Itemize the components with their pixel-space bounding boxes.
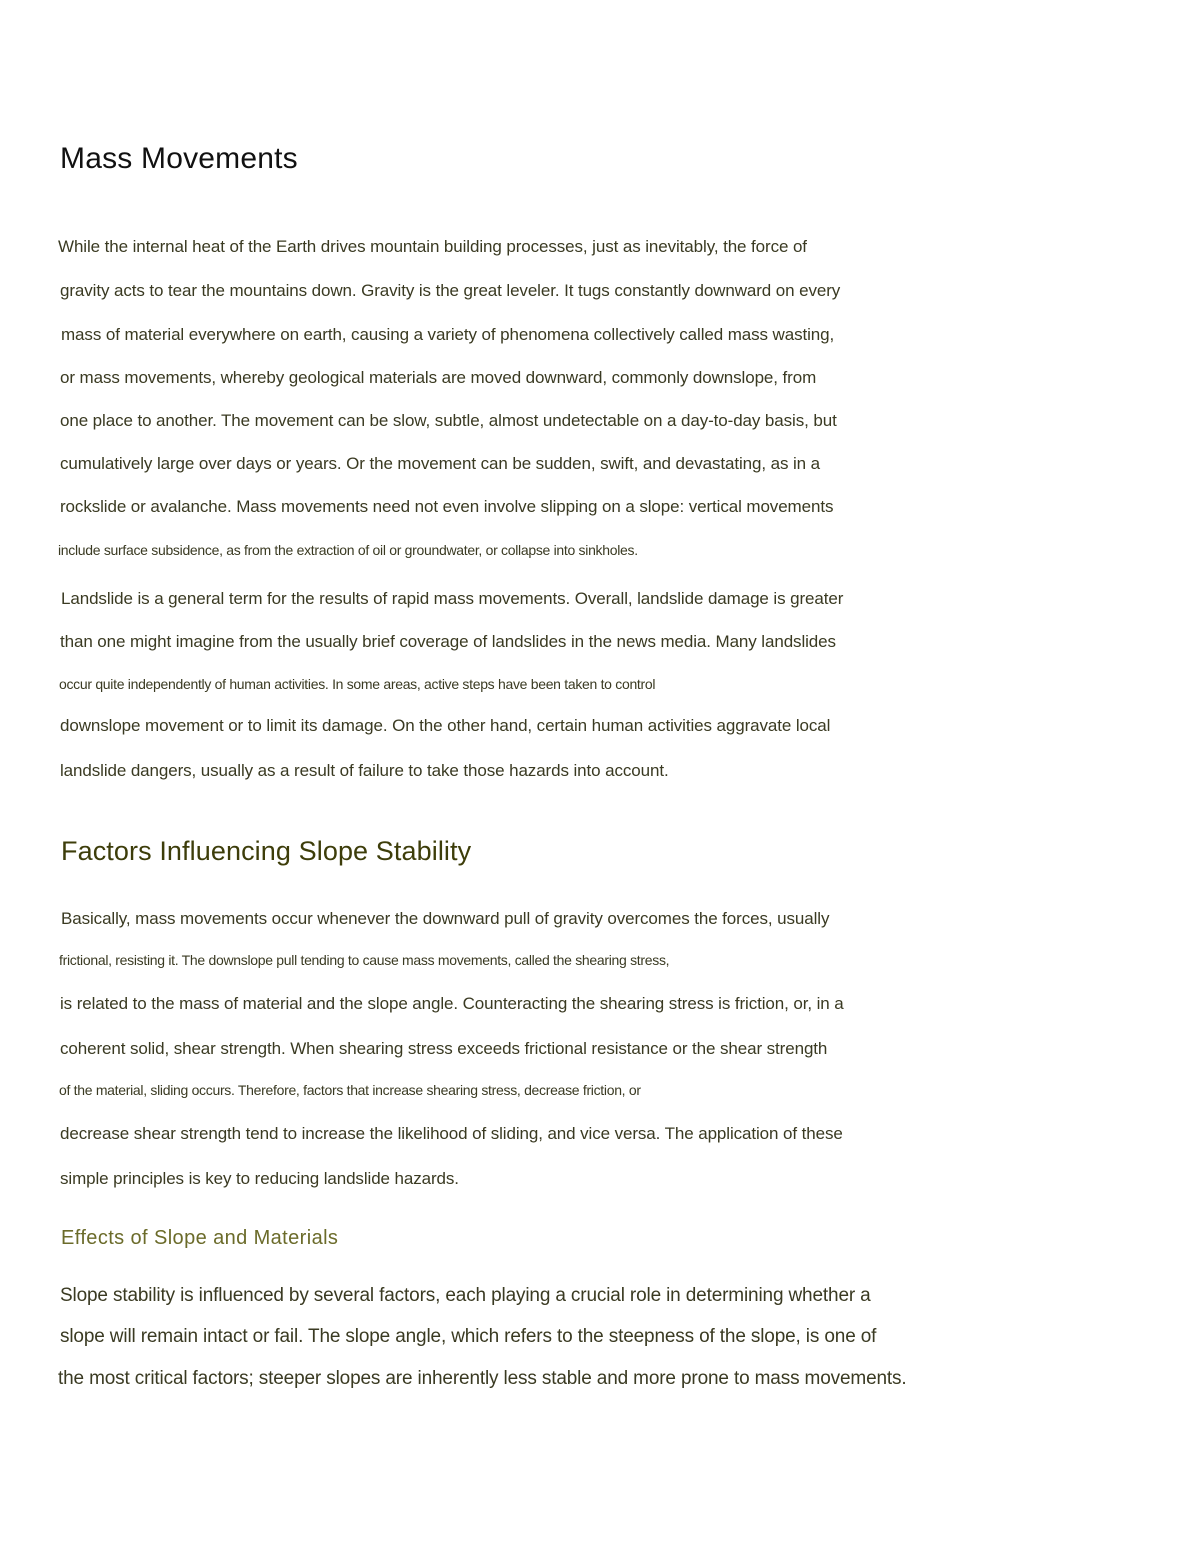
paragraph-line: mass of material everywhere on earth, causing a variety of phenomena collectively called mass wasting, [61,325,835,344]
paragraph-line: Landslide is a general term for the results of rapid mass movements. Overall, landslide damage is greater [61,589,844,608]
paragraph-line: of the material, sliding occurs. Therefore, factors that increase shearing stress, decrease friction, or [59,1082,641,1098]
paragraph-line: include surface subsidence, as from the extraction of oil or groundwater, or collapse into sinkholes. [58,542,638,558]
section-heading: Factors Influencing Slope Stability [61,836,472,866]
paragraph-line: While the internal heat of the Earth drives mountain building processes, just as inevitably, the force of [58,237,807,256]
paragraph-line: Slope stability is influenced by several factors, each playing a crucial role in determining whether a [60,1285,871,1306]
paragraph-line: landslide dangers, usually as a result of failure to take those hazards into account. [60,761,669,780]
paragraph-line: frictional, resisting it. The downslope pull tending to cause mass movements, called the shearing stress, [59,952,670,968]
paragraph-line: than one might imagine from the usually brief coverage of landslides in the news media. Many landslides [60,632,836,651]
paragraph-line: one place to another. The movement can be slow, subtle, almost undetectable on a day-to-day basis, but [60,411,837,430]
page-title: Mass Movements [60,142,298,175]
paragraph-line: is related to the mass of material and the slope angle. Counteracting the shearing stress is friction, or, in a [60,994,844,1013]
paragraph-line: the most critical factors; steeper slopes are inherently less stable and more prone to mass movements. [58,1368,907,1389]
paragraph-line: decrease shear strength tend to increase the likelihood of sliding, and vice versa. The application of these [60,1124,843,1143]
paragraph-line: slope will remain intact or fail. The slope angle, which refers to the steepness of the slope, is one of [60,1326,877,1347]
paragraph-line: occur quite independently of human activities. In some areas, active steps have been taken to control [59,676,656,692]
paragraph-line: cumulatively large over days or years. Or the movement can be sudden, swift, and devastating, as in a [60,454,821,473]
paragraph-line: gravity acts to tear the mountains down. Gravity is the great leveler. It tugs constantly downward on every [60,281,841,300]
paragraph-line: downslope movement or to limit its damage. On the other hand, certain human activities aggravate local [60,716,831,735]
paragraph-line: rockslide or avalanche. Mass movements need not even involve slipping on a slope: vertical movements [60,497,834,516]
paragraph-line: coherent solid, shear strength. When shearing stress exceeds frictional resistance or the shear strength [60,1039,828,1058]
paragraph-line: simple principles is key to reducing landslide hazards. [60,1169,459,1188]
paragraph-line: or mass movements, whereby geological materials are moved downward, commonly downslope, from [60,368,817,387]
paragraph-line: Basically, mass movements occur whenever the downward pull of gravity overcomes the forces, usually [61,909,830,928]
subsection-heading: Effects of Slope and Materials [61,1227,339,1249]
